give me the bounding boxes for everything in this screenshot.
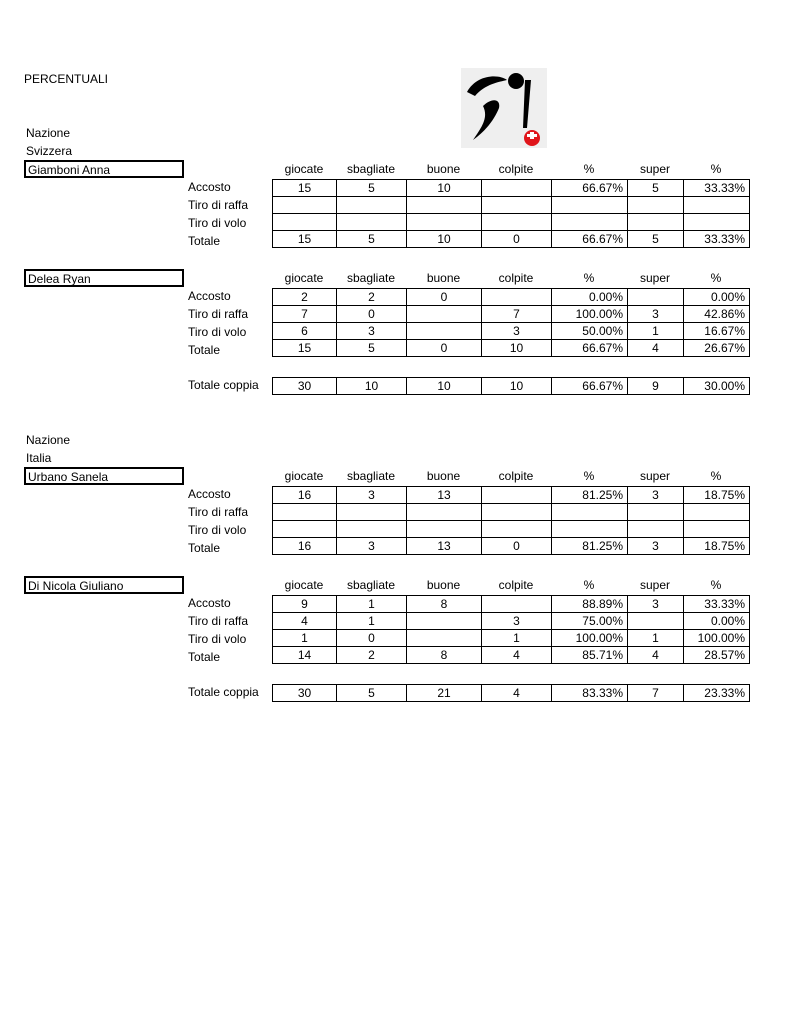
table-cell: 16: [273, 538, 337, 555]
table-cell: 3: [628, 487, 684, 504]
column-header: %: [583, 162, 595, 176]
table-cell: 81.25%: [552, 487, 628, 504]
table-cell: 33.33%: [684, 596, 750, 613]
table-row: [273, 180, 750, 197]
table-cell: 0: [337, 630, 407, 647]
stats-table: [272, 288, 750, 357]
table-cell: [273, 504, 337, 521]
table-cell: [552, 214, 628, 231]
pair-total-table: [272, 377, 750, 395]
table-cell: 10: [337, 378, 407, 395]
table-cell: 30: [273, 378, 337, 395]
table-row: [273, 630, 750, 647]
pair-total-label: Totale coppia: [188, 378, 259, 392]
nation-label: Nazione: [26, 126, 71, 140]
table-cell: [552, 197, 628, 214]
table-cell: 88.89%: [552, 596, 628, 613]
table-cell: 1: [273, 630, 337, 647]
row-label: Totale: [188, 343, 221, 357]
table-cell: 66.67%: [552, 180, 628, 197]
column-header: sbagliate: [346, 578, 396, 592]
column-header: %: [583, 469, 595, 483]
table-cell: [407, 214, 482, 231]
table-cell: [482, 596, 552, 613]
table-cell: 9: [628, 378, 684, 395]
table-cell: 18.75%: [684, 487, 750, 504]
table-cell: 85.71%: [552, 647, 628, 664]
table-row: [273, 214, 750, 231]
table-cell: 42.86%: [684, 306, 750, 323]
table-cell: 1: [337, 596, 407, 613]
table-cell: 0: [407, 289, 482, 306]
table-cell: 7: [628, 685, 684, 702]
table-cell: 3: [628, 596, 684, 613]
nation-name: Italia: [26, 451, 52, 465]
column-header: %: [710, 162, 722, 176]
column-header: giocate: [284, 578, 324, 592]
table-cell: 3: [628, 538, 684, 555]
table-cell: 26.67%: [684, 340, 750, 357]
table-cell: 66.67%: [552, 378, 628, 395]
column-header: buone: [426, 469, 461, 483]
column-header: colpite: [498, 271, 534, 285]
table-cell: [628, 504, 684, 521]
table-cell: 0.00%: [552, 289, 628, 306]
table-row: [273, 504, 750, 521]
column-header: %: [710, 469, 722, 483]
table-cell: 66.67%: [552, 231, 628, 248]
column-header: giocate: [284, 162, 324, 176]
column-header: colpite: [498, 162, 534, 176]
table-row: [273, 378, 750, 395]
table-cell: 5: [337, 685, 407, 702]
column-header: %: [583, 271, 595, 285]
table-cell: [337, 197, 407, 214]
table-cell: [482, 180, 552, 197]
table-cell: 5: [337, 180, 407, 197]
table-cell: [684, 504, 750, 521]
table-cell: 4: [628, 647, 684, 664]
player-name-box: Di Nicola Giuliano: [24, 576, 184, 594]
row-label: Tiro di raffa: [188, 198, 249, 212]
table-cell: [552, 504, 628, 521]
table-cell: 0: [337, 306, 407, 323]
table-cell: 1: [628, 630, 684, 647]
table-cell: 33.33%: [684, 231, 750, 248]
table-cell: 8: [407, 647, 482, 664]
table-cell: 10: [482, 378, 552, 395]
column-header: giocate: [284, 469, 324, 483]
row-label: Tiro di raffa: [188, 307, 249, 321]
row-label: Accosto: [188, 289, 231, 303]
table-cell: [482, 521, 552, 538]
table-cell: [407, 197, 482, 214]
table-cell: 5: [337, 231, 407, 248]
column-header: buone: [426, 162, 461, 176]
column-header: colpite: [498, 469, 534, 483]
column-header: giocate: [284, 271, 324, 285]
player-name-box: Urbano Sanela: [24, 467, 184, 485]
page-title: PERCENTUALI: [24, 72, 109, 86]
table-row: [273, 340, 750, 357]
row-label: Tiro di volo: [188, 632, 247, 646]
table-cell: 23.33%: [684, 685, 750, 702]
table-cell: [337, 521, 407, 538]
table-cell: 8: [407, 596, 482, 613]
table-cell: 21: [407, 685, 482, 702]
table-cell: 10: [482, 340, 552, 357]
nation-label: Nazione: [26, 433, 71, 447]
column-header: super: [639, 162, 671, 176]
table-cell: 5: [628, 180, 684, 197]
table-cell: 16: [273, 487, 337, 504]
table-cell: 3: [337, 323, 407, 340]
column-header: sbagliate: [346, 469, 396, 483]
table-cell: 15: [273, 340, 337, 357]
table-row: [273, 647, 750, 664]
column-header: buone: [426, 578, 461, 592]
table-cell: 4: [482, 647, 552, 664]
table-cell: [407, 613, 482, 630]
table-cell: 3: [482, 323, 552, 340]
table-cell: 13: [407, 538, 482, 555]
table-cell: [482, 289, 552, 306]
player-name-box: Giamboni Anna: [24, 160, 184, 178]
row-label: Tiro di raffa: [188, 505, 249, 519]
table-row: [273, 685, 750, 702]
table-cell: 4: [482, 685, 552, 702]
table-cell: [407, 504, 482, 521]
table-cell: 1: [482, 630, 552, 647]
table-cell: 2: [337, 647, 407, 664]
table-cell: 14: [273, 647, 337, 664]
stats-table: [272, 486, 750, 555]
table-cell: [482, 214, 552, 231]
table-row: [273, 521, 750, 538]
column-header: %: [583, 578, 595, 592]
table-cell: 33.33%: [684, 180, 750, 197]
table-cell: [628, 521, 684, 538]
table-cell: 3: [337, 487, 407, 504]
table-row: [273, 231, 750, 248]
table-cell: [628, 613, 684, 630]
table-cell: 15: [273, 231, 337, 248]
table-cell: 4: [628, 340, 684, 357]
row-label: Accosto: [188, 487, 231, 501]
table-cell: 6: [273, 323, 337, 340]
table-row: [273, 613, 750, 630]
row-label: Tiro di volo: [188, 523, 247, 537]
table-cell: [628, 289, 684, 306]
table-cell: [552, 521, 628, 538]
column-header: colpite: [498, 578, 534, 592]
table-cell: 10: [407, 378, 482, 395]
table-cell: 100.00%: [552, 630, 628, 647]
table-row: [273, 596, 750, 613]
table-cell: 1: [337, 613, 407, 630]
player-name-box: Delea Ryan: [24, 269, 184, 287]
column-header: buone: [426, 271, 461, 285]
table-cell: 7: [273, 306, 337, 323]
table-cell: [407, 630, 482, 647]
row-label: Accosto: [188, 596, 231, 610]
table-cell: 9: [273, 596, 337, 613]
row-label: Totale: [188, 234, 221, 248]
stats-table: [272, 595, 750, 664]
table-cell: 100.00%: [684, 630, 750, 647]
table-cell: 81.25%: [552, 538, 628, 555]
table-cell: 0: [482, 538, 552, 555]
table-cell: [273, 197, 337, 214]
row-label: Tiro di volo: [188, 216, 247, 230]
table-cell: 18.75%: [684, 538, 750, 555]
table-cell: [482, 197, 552, 214]
table-row: [273, 197, 750, 214]
table-cell: 66.67%: [552, 340, 628, 357]
table-cell: [684, 521, 750, 538]
table-cell: 30.00%: [684, 378, 750, 395]
table-cell: 28.57%: [684, 647, 750, 664]
row-label: Tiro di volo: [188, 325, 247, 339]
table-cell: [684, 214, 750, 231]
table-cell: 4: [273, 613, 337, 630]
table-row: [273, 487, 750, 504]
table-cell: 83.33%: [552, 685, 628, 702]
stats-table: [272, 179, 750, 248]
table-cell: [628, 197, 684, 214]
table-cell: 10: [407, 231, 482, 248]
nation-name: Svizzera: [26, 144, 73, 158]
table-cell: [407, 323, 482, 340]
table-row: [273, 538, 750, 555]
column-header: super: [639, 578, 671, 592]
table-cell: 7: [482, 306, 552, 323]
pair-total-table: [272, 684, 750, 702]
column-header: %: [710, 271, 722, 285]
table-cell: 15: [273, 180, 337, 197]
table-cell: 50.00%: [552, 323, 628, 340]
table-cell: [684, 197, 750, 214]
table-cell: 0: [482, 231, 552, 248]
table-cell: 75.00%: [552, 613, 628, 630]
table-cell: 30: [273, 685, 337, 702]
column-header: sbagliate: [346, 271, 396, 285]
table-cell: 13: [407, 487, 482, 504]
row-label: Tiro di raffa: [188, 614, 249, 628]
table-cell: [407, 306, 482, 323]
table-cell: 2: [273, 289, 337, 306]
row-label: Totale: [188, 650, 221, 664]
table-cell: 3: [337, 538, 407, 555]
table-cell: 0.00%: [684, 289, 750, 306]
table-cell: 0.00%: [684, 613, 750, 630]
table-cell: [337, 504, 407, 521]
row-label: Accosto: [188, 180, 231, 194]
table-cell: [273, 214, 337, 231]
table-cell: 16.67%: [684, 323, 750, 340]
table-cell: 10: [407, 180, 482, 197]
row-label: Totale: [188, 541, 221, 555]
table-cell: 3: [482, 613, 552, 630]
table-cell: [628, 214, 684, 231]
table-cell: 100.00%: [552, 306, 628, 323]
table-cell: [482, 504, 552, 521]
pair-total-label: Totale coppia: [188, 685, 259, 699]
table-row: [273, 289, 750, 306]
column-header: sbagliate: [346, 162, 396, 176]
table-row: [273, 306, 750, 323]
table-cell: [273, 521, 337, 538]
table-cell: [482, 487, 552, 504]
table-cell: 2: [337, 289, 407, 306]
table-cell: [337, 214, 407, 231]
table-cell: [407, 521, 482, 538]
table-row: [273, 323, 750, 340]
table-cell: 1: [628, 323, 684, 340]
table-cell: 5: [337, 340, 407, 357]
column-header: super: [639, 271, 671, 285]
bocce-player-logo: [461, 68, 547, 148]
table-cell: 0: [407, 340, 482, 357]
column-header: %: [710, 578, 722, 592]
table-cell: 5: [628, 231, 684, 248]
table-cell: 3: [628, 306, 684, 323]
column-header: super: [639, 469, 671, 483]
